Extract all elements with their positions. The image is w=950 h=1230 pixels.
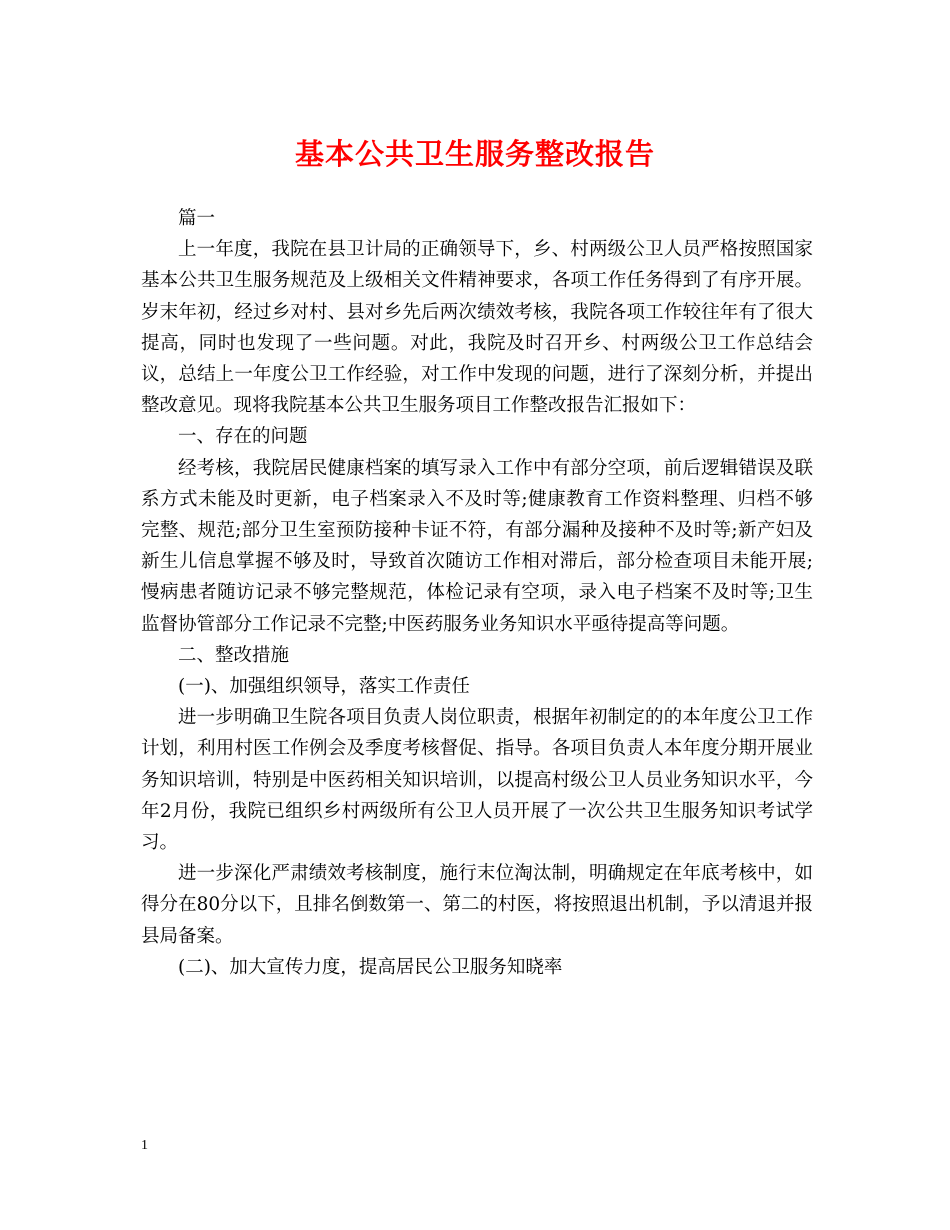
section-label: 篇一	[178, 208, 216, 229]
subheading-publicity: (二)、加大宣传力度，提高居民公卫服务知晓率	[178, 956, 563, 978]
heading-existing-problems: 一、存在的问题	[178, 426, 308, 448]
page-number: 1	[141, 1138, 148, 1153]
document-title: 基本公共卫生服务整改报告	[294, 137, 655, 171]
measures-paragraph-2: 进一步深化严肃绩效考核制度，施行末位淘汰制，明确规定在年底考核中，如得分在80分以下，且排名倒数第一、第二的村医，将按照退出机制，予以清退并报县局备案。	[141, 863, 813, 947]
subheading-organization: (一)、加强组织领导，落实工作责任	[178, 676, 470, 698]
document-body	[141, 203, 813, 983]
heading-rectification-measures: 二、整改措施	[178, 644, 290, 666]
problems-paragraph: 经考核，我院居民健康档案的填写录入工作中有部分空项，前后逻辑错误及联系方式未能及时更新，电子档案录入不及时等;健康教育工作资料整理、归档不够完整、规范;部分卫生室预防接种卡证不符，有部分漏种及接种不及时等;新产妇及新生儿信息掌握不够及时，导致首次随访工作相对滞后，部分检查项目未能开展;慢病患者随访记录不够完整规范，体检记录有空项，录入电子档案不及时等;卫生监督协管部分工作记录不完整;中医药服务业务知识水平亟待提高等问题。	[141, 457, 813, 635]
measures-paragraph-1: 进一步明确卫生院各项目负责人岗位职责，根据年初制定的的本年度公卫工作计划，利用村医工作例会及季度考核督促、指导。各项目负责人本年度分期开展业务知识培训，特别是中医药相关知识培训，以提高村级公卫人员业务知识水平，今年2月份，我院已组织乡村两级所有公卫人员开展了一次公共卫生服务知识考试学习。	[141, 707, 813, 854]
intro-paragraph: 上一年度，我院在县卫计局的正确领导下，乡、村两级公卫人员严格按照国家基本公共卫生服务规范及上级相关文件精神要求，各项工作任务得到了有序开展。岁末年初，经过乡对村、县对乡先后两次绩效考核，我院各项工作较往年有了很大提高，同时也发现了一些问题。对此，我院及时召开乡、村两级公卫工作总结会议，总结上一年度公卫工作经验，对工作中发现的问题，进行了深刻分析，并提出整改意见。现将我院基本公共卫生服务项目工作整改报告汇报如下：	[141, 239, 813, 417]
